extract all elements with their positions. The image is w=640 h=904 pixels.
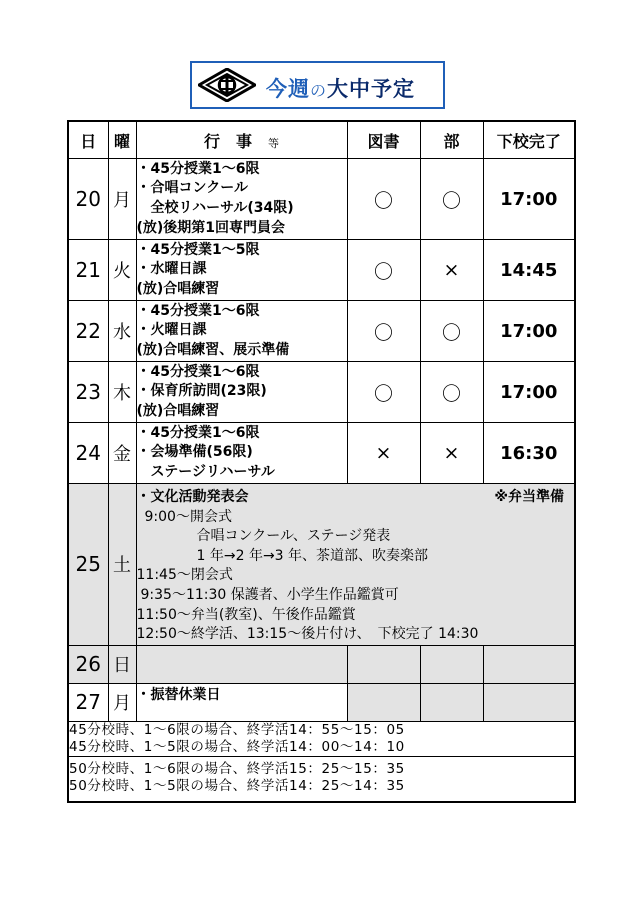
dow-cell: 水	[108, 301, 136, 362]
holiday-row	[68, 683, 575, 721]
day-cell: 25	[68, 484, 108, 646]
day-cell: 21	[68, 240, 108, 301]
school-emblem-icon	[198, 68, 256, 102]
library-cell: ×	[347, 423, 420, 484]
dow-cell: 土	[108, 484, 136, 646]
header-day: 日	[68, 121, 108, 159]
dow-cell: 月	[108, 159, 136, 240]
day-cell: 27	[68, 683, 108, 721]
dow-cell: 日	[108, 645, 136, 683]
day-cell: 20	[68, 159, 108, 240]
dow-cell: 火	[108, 240, 136, 301]
club-cell: 〇	[420, 362, 483, 423]
page-title: 今週の大中予定	[266, 77, 416, 101]
library-cell: 〇	[347, 362, 420, 423]
header-dow: 曜	[108, 121, 136, 159]
club-cell: 〇	[420, 159, 483, 240]
events-cell: ・45分授業1～6限 ・保育所訪問(23限) (放)合唱練習	[136, 362, 347, 423]
schedule-table	[67, 120, 576, 803]
club-cell: ×	[420, 423, 483, 484]
sunday-row	[68, 645, 575, 683]
club-cell	[420, 645, 483, 683]
events-cell: ・振替休業日	[136, 683, 347, 721]
weekend-events-cell: ※弁当準備 ・文化活動発表会 9:00～開会式 合唱コンクール、ステージ発表 1 年→2 年→3 年、茶道部、吹奏楽部 11:45～閉会式 9:35～11:30 保護者、小学生作品鑑賞可 11:50～弁当(教室)、午後作品鑑賞 12:50～終学活、13:15～後片付け、 下校完了 14:30	[136, 484, 575, 646]
header-dismissal: 下校完了	[483, 121, 575, 159]
title-banner	[190, 61, 445, 109]
events-cell: ・45分授業1～6限 ・会場準備(56限) ステージリハーサル	[136, 423, 347, 484]
club-cell: 〇	[420, 301, 483, 362]
dow-cell: 月	[108, 683, 136, 721]
events-cell: ・45分授業1～6限 ・合唱コンクール 全校リハーサル(34限) (放)後期第1回専門員会	[136, 159, 347, 240]
dismissal-cell: 16:30	[483, 423, 575, 484]
library-cell: 〇	[347, 240, 420, 301]
table-row	[68, 240, 575, 301]
events-cell: ・45分授業1～5限 ・水曜日課 (放)合唱練習	[136, 240, 347, 301]
dismissal-cell: 17:00	[483, 301, 575, 362]
header-club: 部	[420, 121, 483, 159]
dow-cell: 木	[108, 362, 136, 423]
header-events: 行 事 等	[136, 121, 347, 159]
dismissal-cell	[483, 645, 575, 683]
table-row	[68, 301, 575, 362]
library-cell	[347, 683, 420, 721]
day-cell: 23	[68, 362, 108, 423]
day-cell: 26	[68, 645, 108, 683]
notes-45: 45分校時、1～6限の場合、終学活14：55～15：05 45分校時、1～5限の場合、終学活14：00～14：10	[68, 721, 575, 756]
notes-45-row	[68, 721, 575, 756]
events-cell: ・45分授業1～6限 ・火曜日課 (放)合唱練習、展示準備	[136, 301, 347, 362]
day-cell: 24	[68, 423, 108, 484]
table-row	[68, 159, 575, 240]
library-cell: 〇	[347, 159, 420, 240]
club-cell	[420, 683, 483, 721]
library-cell: 〇	[347, 301, 420, 362]
club-cell: ×	[420, 240, 483, 301]
dismissal-cell: 14:45	[483, 240, 575, 301]
notes-50: 50分校時、1～6限の場合、終学活15：25～15：35 50分校時、1～5限の場合、終学活14：25～14：35	[68, 756, 575, 802]
library-cell	[347, 645, 420, 683]
saturday-row	[68, 484, 575, 646]
table-row	[68, 362, 575, 423]
bento-note: ※弁当準備	[494, 489, 564, 505]
dow-cell: 金	[108, 423, 136, 484]
dismissal-cell: 17:00	[483, 159, 575, 240]
table-row	[68, 423, 575, 484]
dismissal-cell: 17:00	[483, 362, 575, 423]
dismissal-cell	[483, 683, 575, 721]
header-library: 図書	[347, 121, 420, 159]
header-row	[68, 121, 575, 159]
events-cell	[136, 645, 347, 683]
day-cell: 22	[68, 301, 108, 362]
notes-50-row	[68, 756, 575, 802]
